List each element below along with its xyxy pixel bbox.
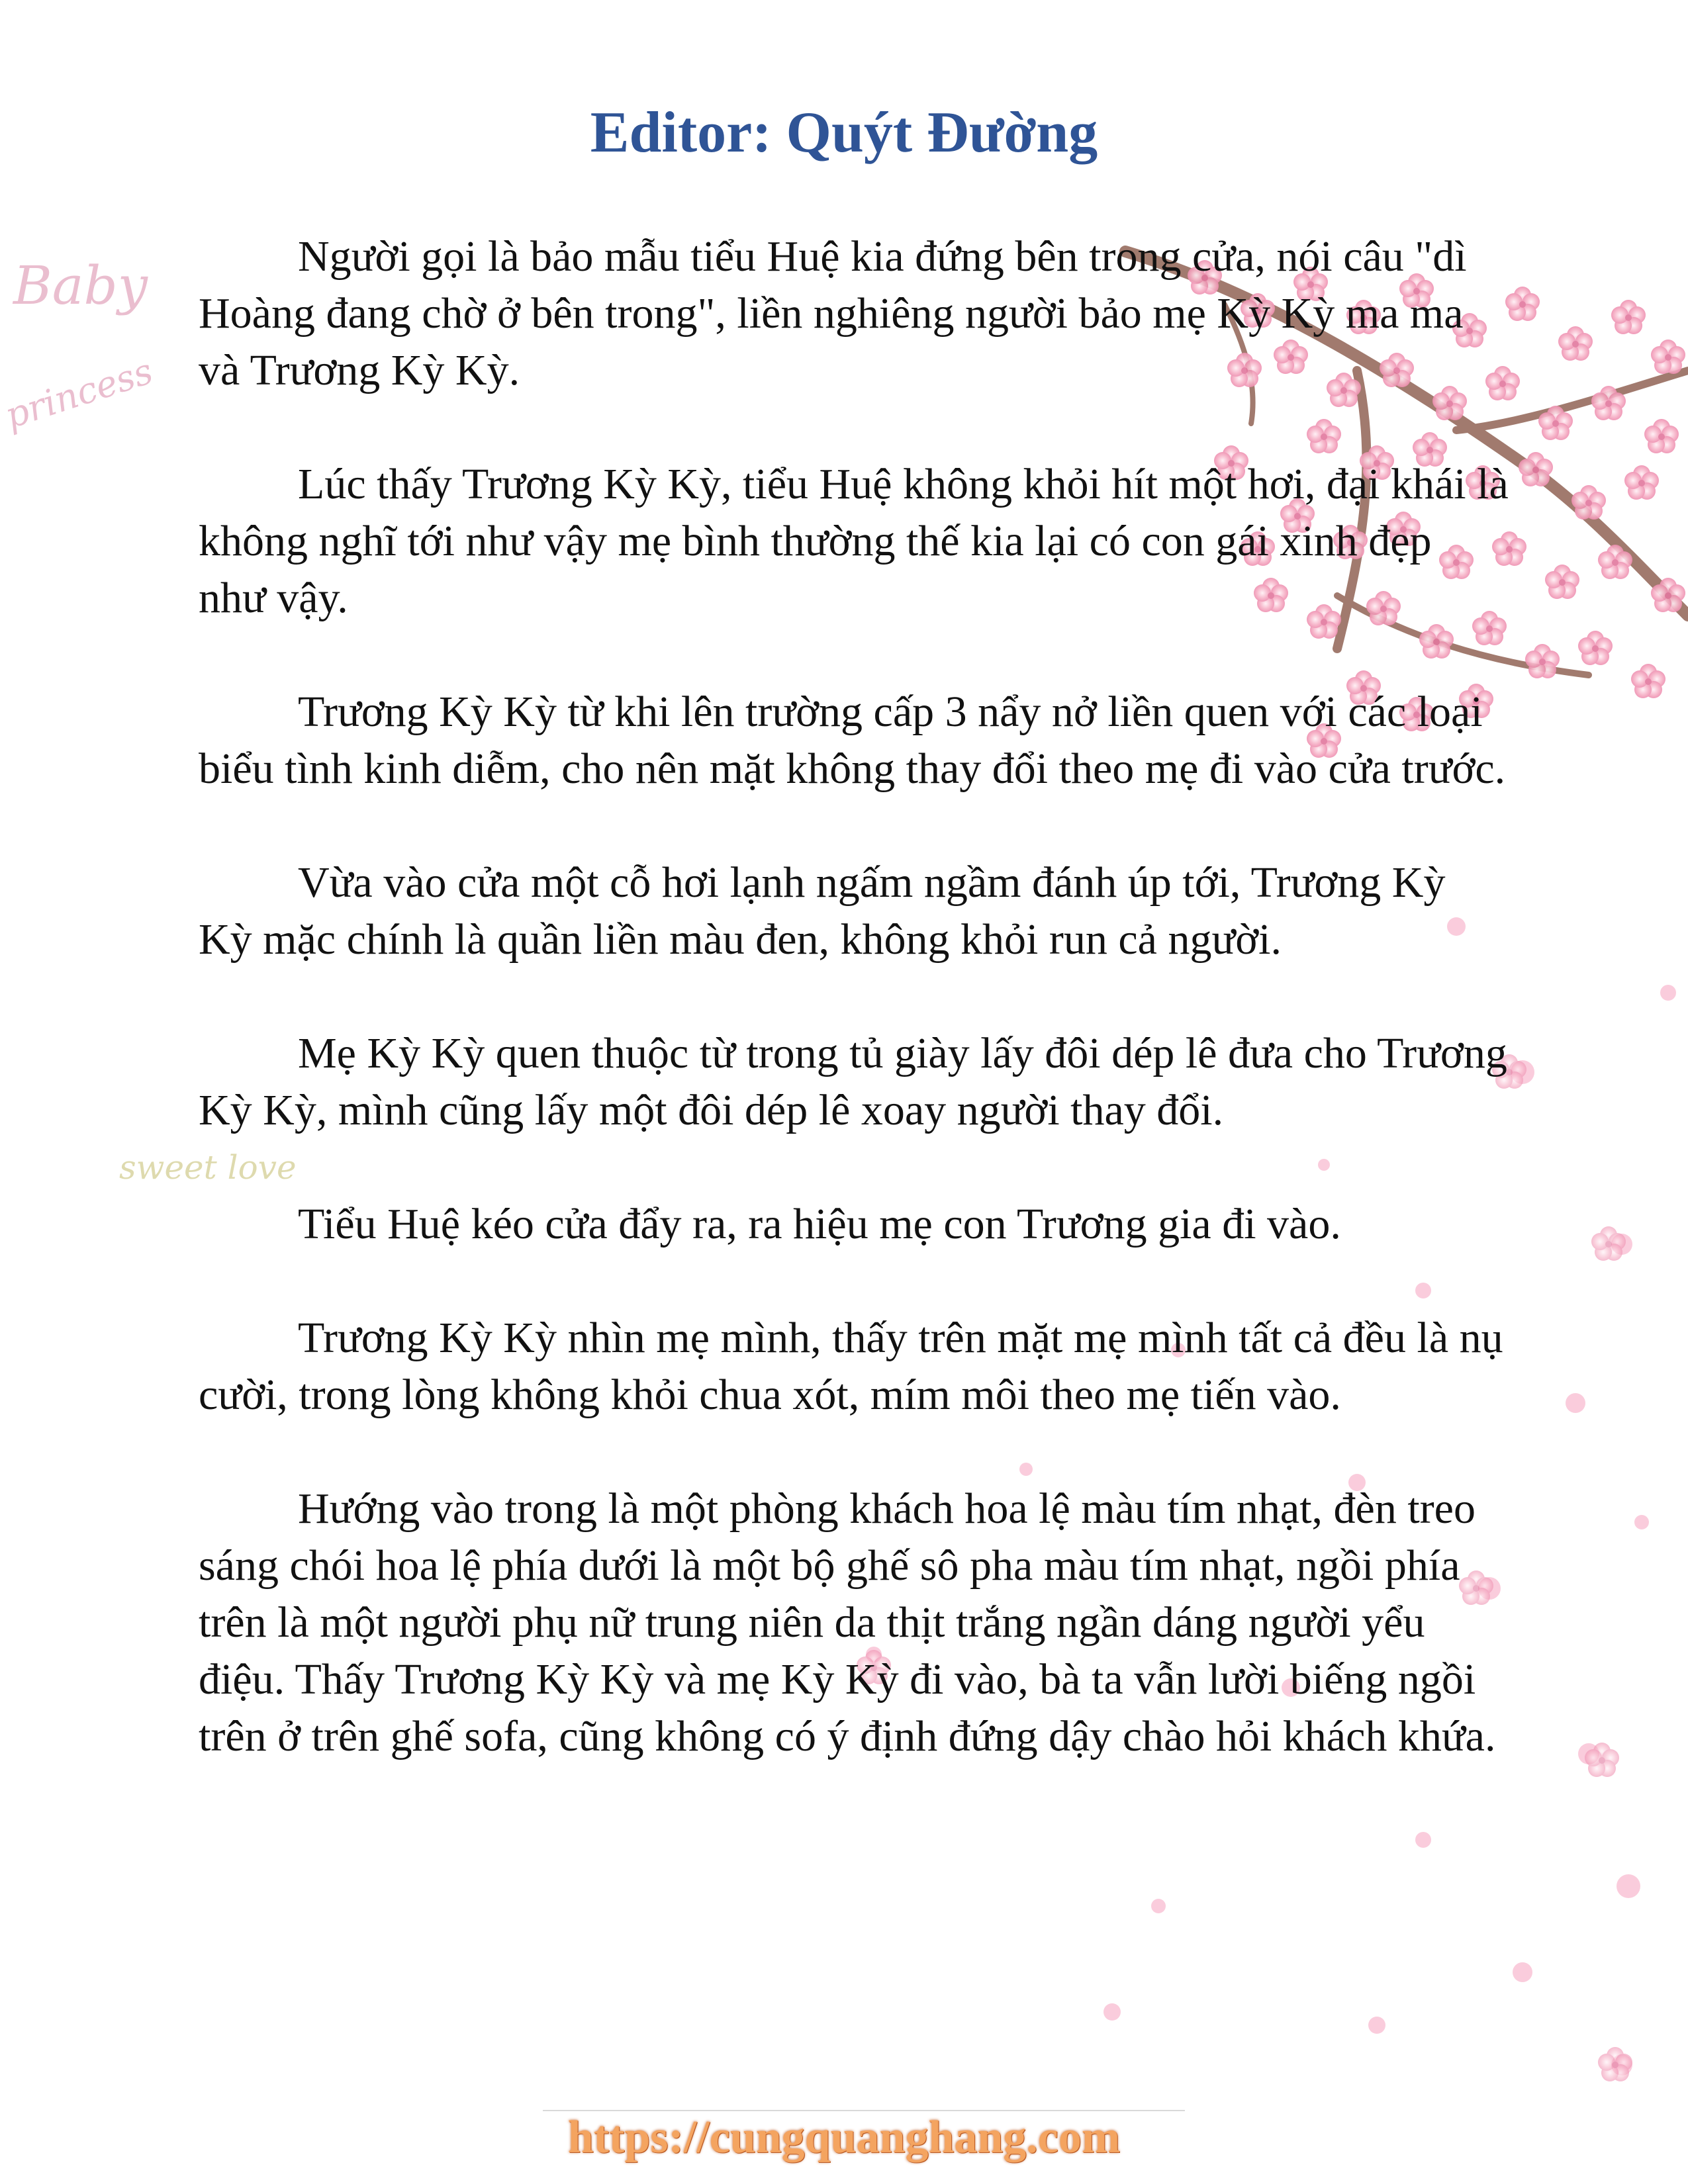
sweet-love-watermark: sweet love: [119, 1148, 297, 1187]
page-title: Editor: Quýt Đường: [590, 101, 1098, 165]
princess-watermark: princess: [0, 349, 158, 437]
paragraph-1: Người gọi là bảo mẫu tiểu Huệ kia đứng bên trong cửa, nói câu "dì Hoàng đang chờ ở bên trong", liền nghiêng người bảo mẹ Kỳ Kỳ ma ma và Trương Kỳ Kỳ.: [199, 232, 1467, 394]
paragraph-8: Hướng vào trong là một phòng khách hoa lệ màu tím nhạt, đèn treo sáng chói hoa lệ phía dưới là một bộ ghế sô pha màu tím nhạt, ngồi phía trên là một người phụ nữ trung niên da thịt trắng ngần dáng người yểu điệu. Thấy Trương Kỳ Kỳ và mẹ Kỳ Kỳ đi vào, bà ta vẫn lười biếng ngồi trên ở trên ghế sofa, cũng không có ý định đứng dậy chào hỏi khách khứa.: [199, 1484, 1496, 1760]
footer-url-link[interactable]: https://cungquanghang.com: [567, 2112, 1121, 2163]
baby-watermark: Baby: [13, 255, 148, 316]
paragraph-6: Tiểu Huệ kéo cửa đẩy ra, ra hiệu mẹ con Trương gia đi vào.: [298, 1200, 1341, 1248]
paragraph-4: Vừa vào cửa một cỗ hơi lạnh ngấm ngầm đánh úp tới, Trương Kỳ Kỳ mặc chính là quần liền màu đen, không khỏi run cả người.: [199, 858, 1446, 964]
paragraph-3: Trương Kỳ Kỳ từ khi lên trường cấp 3 nẩy nở liền quen với các loại biểu tình kinh diễm, cho nên mặt không thay đổi theo mẹ đi vào cửa trước.: [199, 688, 1506, 793]
paragraph-2: Lúc thấy Trương Kỳ Kỳ, tiểu Huệ không khỏi hít một hơi, đại khái là không nghĩ tới như vậy mẹ bình thường thế kia lại có con gái xinh đẹp như vậy.: [199, 460, 1509, 622]
paragraph-7: Trương Kỳ Kỳ nhìn mẹ mình, thấy trên mặt mẹ mình tất cả đều là nụ cười, trong lòng không khỏi chua xót, mím môi theo mẹ tiến vào.: [199, 1314, 1503, 1419]
story-body: [199, 228, 1509, 1822]
paragraph-5: Mẹ Kỳ Kỳ quen thuộc từ trong tủ giày lấy đôi dép lê đưa cho Trương Kỳ Kỳ, mình cũng lấy một đôi dép lê xoay người thay đổi.: [199, 1029, 1507, 1134]
